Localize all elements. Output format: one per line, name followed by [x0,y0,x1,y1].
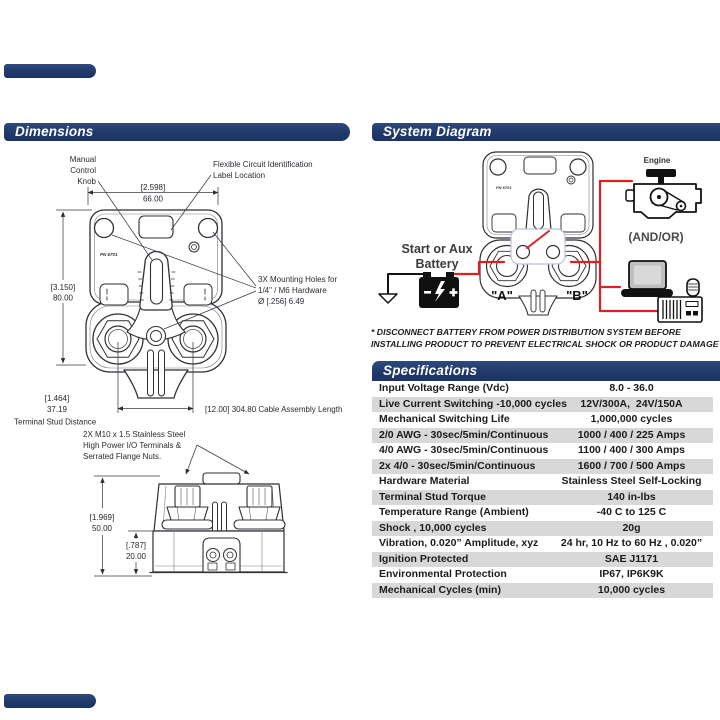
switch-symbol [511,229,565,264]
spec-label: Live Current Switching -10,000 cycles [379,397,567,410]
side-height-inches: [1.969] [89,513,115,522]
section-title-specifications: Specifications [383,363,478,378]
spec-value: 1000 / 400 / 225 Amps [577,428,686,441]
laptop-icon [621,261,673,297]
spec-value: 12V/300A, 24V/150A [580,397,683,410]
spec-label: Hardware Material [379,475,470,487]
height-dim-mm: 80.00 [52,293,74,303]
spec-value: 1600 / 700 / 500 Amps [577,459,686,472]
battery-label-line2: Battery [415,257,459,271]
spec-value: SAE J1171 [604,552,659,565]
terminal-a-label: "A" [491,288,513,303]
spec-value: IP67, IP6K9K [599,568,664,580]
mounting-holes-note-line1: 3X Mounting Holes for [258,275,338,284]
dimensions-front-view-drawing [86,210,226,398]
warning-line-2: INSTALLING PRODUCT TO PREVENT ELECTRICAL SHOCK OR PRODUCT DAMAGE [371,338,719,349]
height-dim-inches: [3.150] [50,283,76,292]
spec-value: 24 hr, 10 Hz to 60 Hz , 0.020” [560,537,703,549]
manual-knob-label-line3: Knob [77,177,96,186]
spec-label: 2x 4/0 - 30sec/5min/Continuous [379,459,536,472]
spec-label: Temperature Range (Ambient) [379,506,529,518]
spec-value: 8.0 - 36.0 [609,382,654,394]
spec-label: 2/0 AWG - 30sec/5min/Continuous [379,428,549,441]
manual-knob-label-line2: Control [70,166,96,175]
stud-distance-mm: 37.19 [46,405,68,414]
spec-label: Ignition Protected [379,552,469,565]
label-window [139,216,173,238]
io-terminals-note-line1: 2X M10 x 1.5 Stainless Steel [83,430,186,439]
section-title-system-diagram: System Diagram [383,124,492,139]
mounting-holes-note-line2: 1/4" / M6 Hardware [258,286,327,295]
width-dim-mm: 66.00 [142,194,164,204]
battery-label-line1: Start or Aux [401,242,473,256]
io-terminals-note-line2: High Power I/O Terminals & [83,441,182,450]
io-terminals-note-line3: Serrated Flange Nuts. [83,452,162,461]
stud-distance-caption: Terminal Stud Distance [14,417,97,427]
flex-label-line2: Label Location [213,171,266,180]
spec-label: Input Voltage Range (Vdc) [379,382,509,394]
warning-line-1: * DISCONNECT BATTERY FROM POWER DISTRIBUTION SYSTEM BEFORE [371,327,681,337]
spec-label: Mechanical Switching Life [379,413,510,425]
system-pn-label: PN 6701 [496,185,512,190]
spec-value: 1,000,000 cycles [590,413,673,425]
spec-value: 10,000 cycles [597,583,666,596]
spec-label: Mechanical Cycles (min) [379,583,501,596]
spec-value: 20g [622,521,641,534]
battery-icon [419,272,459,308]
spec-value: -40 C to 125 C [596,506,667,518]
terminal-b-label: "B" [566,288,588,303]
spec-value: 1100 / 400 / 300 Amps [577,444,686,456]
andor-label: (AND/OR) [628,230,684,244]
engine-label: Engine [643,156,671,165]
side-height-mm: 50.00 [91,524,113,533]
dimensions-side-view-drawing [150,473,287,573]
spec-value: 140 in-lbs [607,490,656,503]
spec-label: Vibration, 0.020” Amplitude, xyz [379,537,539,549]
system-diagram-graphic [379,152,702,322]
side-lower-mm: 20.00 [125,552,147,561]
width-dim-inches: [2.598] [140,183,166,192]
spec-label: 4/0 AWG - 30sec/5min/Continuous [379,444,549,456]
engine-icon [626,169,701,218]
manual-knob-label-line1: Manual [69,155,96,164]
section-title-dimensions: Dimensions [15,124,94,139]
cable-length-note: [12.00] 304.80 Cable Assembly Length [205,405,343,414]
spec-label: Environmental Protection [379,568,507,580]
front-view-pn-label: PN 6701 [100,252,118,257]
flex-label-line1: Flexible Circuit Identification [213,160,313,169]
spec-label: Shock , 10,000 cycles [379,521,487,534]
spec-label: Terminal Stud Torque [379,490,486,503]
stud-distance-inches: [1.464] [44,394,70,403]
spec-value: Stainless Steel Self-Locking [561,475,702,487]
mounting-holes-note-line3: Ø [.256] 6.49 [258,297,305,306]
mounting-hole-left [95,219,114,238]
side-lower-inches: [.787] [125,541,147,550]
ground-icon [379,274,426,303]
